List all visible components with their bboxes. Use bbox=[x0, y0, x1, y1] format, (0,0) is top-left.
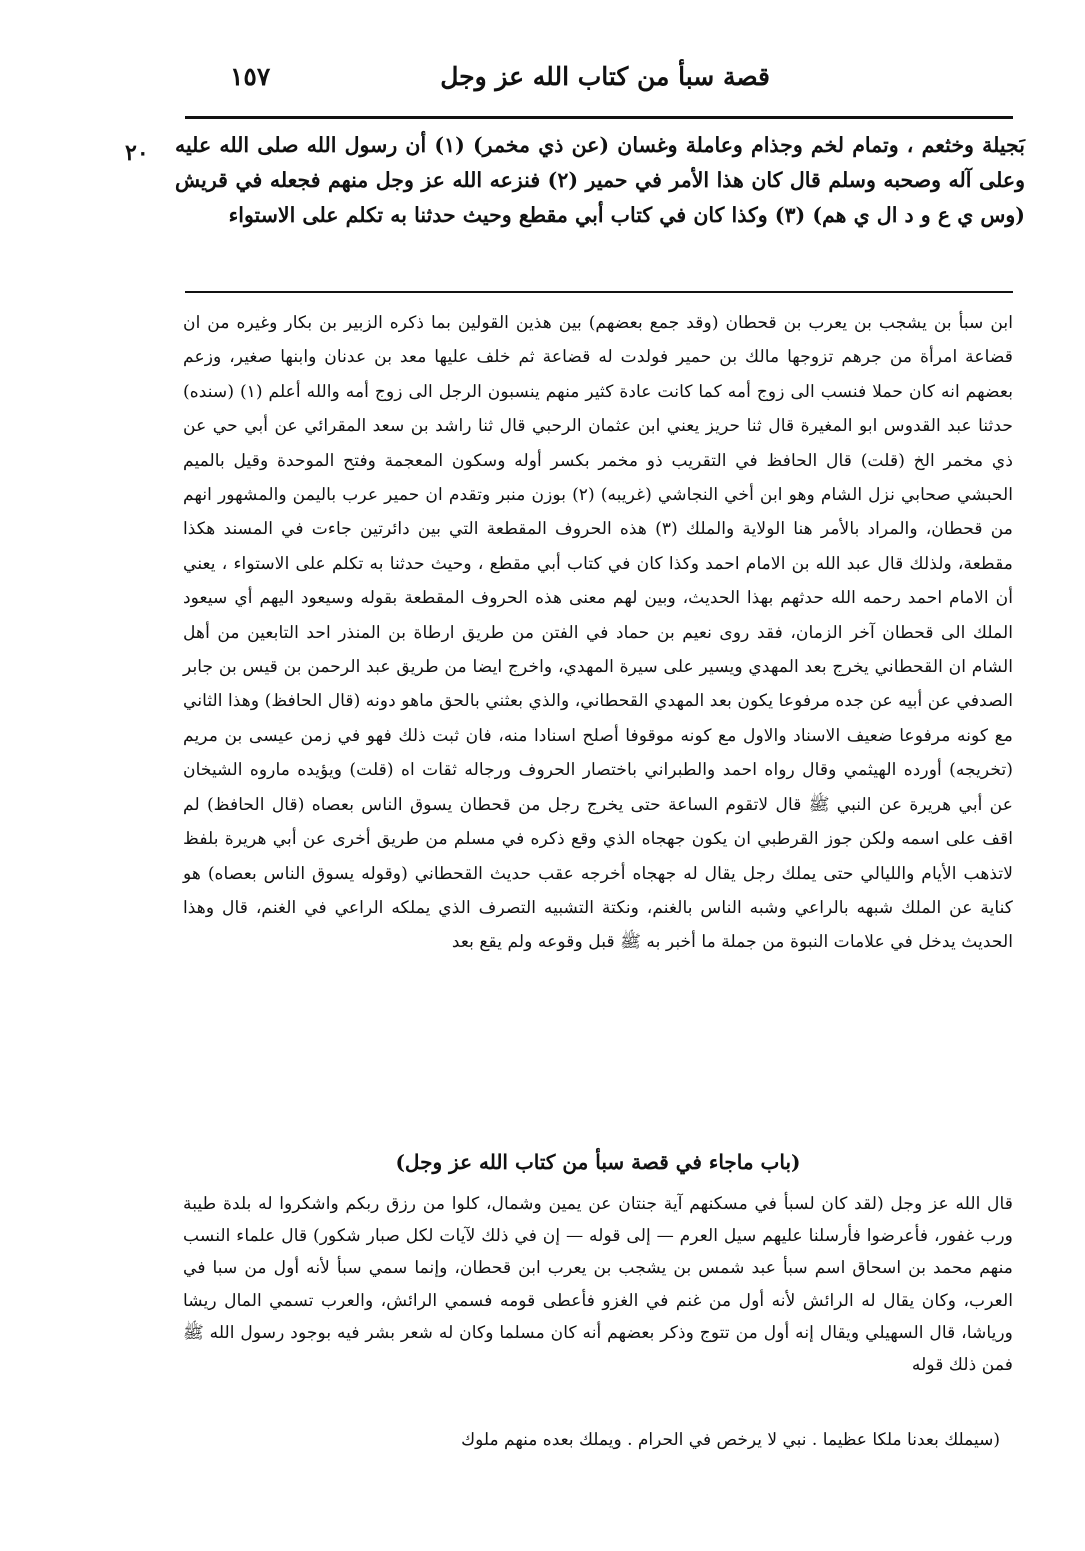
chapter-heading: (باب ماجاء في قصة سبأ من كتاب الله عز وجل) bbox=[395, 1150, 801, 1174]
poetry-verse: (سيملك بعدنا ملكا عظيما . نبي لا يرخص في الحرام . ويملك بعده منهم ملوك bbox=[461, 1430, 1000, 1450]
hadith-text bbox=[175, 128, 1025, 233]
hadith-paragraph: بَجيلة وخثعم ، وتمام لخم وجذام وعاملة وغسان (عن ذي مخمر) (١) أن رسول الله صلى الله عليه وعلى آله وصحبه وسلم قال كان هذا الأمر في حمير (٢) فنزعه الله عز وجل منهم فجعله في قريش (وس ي ع و د ال ي هم) (٣) وكذا كان في كتاب أبي مقطع وحيث حدثنا به تكلم على الاستواء bbox=[175, 133, 1025, 227]
page-number: ١٥٧ bbox=[230, 62, 271, 91]
header-rule bbox=[185, 116, 1013, 119]
chapter-paragraph: قال الله عز وجل (لقد كان لسبأ في مسكنهم آية جنتان عن يمين وشمال، كلوا من رزق ربكم واشكروا له بلدة طيبة ورب غفور، فأعرضوا فأرسلنا عليهم سيل العرم — إلى قوله — إن في ذلك لآيات لكل صبار شكور) قال علماء النسب منهم محمد بن اسحاق اسم سبأ عبد شمس بن يشجب بن يعرب ابن قحطان، وإنما سمي سبأ لأنه أول من سبا في العرب، وكان يقال له الرائش لأنه أول من غنم في الغزو فأعطى قومه فسمي الرائش، والعرب تسمي المال ريشا ورياشا، قال السهيلي ويقال إنه أول من تتوج وذكر بعضهم أنه كان مسلما وكان له شعر بشر فيه بوجود رسول الله ﷺ فمن ذلك قوله bbox=[183, 1194, 1013, 1376]
margin-line-number: ٢٠ bbox=[125, 140, 149, 166]
page-header bbox=[200, 62, 950, 102]
chapter-body bbox=[183, 1188, 1013, 1381]
commentary-section bbox=[183, 306, 1013, 960]
commentary-paragraph: ابن سبأ بن يشجب بن يعرب بن قحطان (وقد جمع بعضهم) بين هذين القولين بما ذكره الزبير بن بكار وغيره من ان قضاعة امرأة من جرهم تزوجها مالك بن حمير فولدت له قضاعة ثم خلف عليها معد بن عدنان وابنها صغير، وزعم بعضهم انه كان حملا فنسب الى زوج أمه كما كانت عادة كثير منهم ينسبون الرجل الى زوج أمه والله أعلم (١) (سنده) حدثنا عبد القدوس ابو المغيرة قال ثنا حريز يعني ابن عثمان الرحبي قال ثنا راشد بن سعد المقرائي عن أبي حي عن ذي مخمر الخ (قلت) قال الحافظ في التقريب ذو مخمر بكسر أوله وسكون المعجمة وفتح الموحدة وقيل بالميم الحبشي صحابي نزل الشام وهو ابن أخي النجاشي (غريبه) (٢) بوزن منبر وتقدم ان حمير عرب باليمن والمشهور انهم من قحطان، والمراد بالأمر هنا الولاية والملك (٣) هذه الحروف المقطعة التي بين دائرتين جاءت في المسند هكذا مقطعة، ولذلك قال عبد الله بن الامام احمد وكذا كان في كتاب أبي مقطع ، وحيث حدثنا به تكلم على الاستواء ، يعني أن الامام احمد رحمه الله حدثهم بهذا الحديث، وبين لهم معنى هذه الحروف المقطعة بقوله وسيعود اليهم أي سيعود الملك الى قحطان آخر الزمان، فقد روى نعيم بن حماد في الفتن من طريق ارطاة بن المنذر احد التابعين من أهل الشام ان القحطاني يخرج بعد المهدي ويسير على سيرة المهدي، واخرج ايضا من طريق عبد الرحمن بن قيس بن جابر الصدفي عن أبيه عن جده مرفوعا يكون بعد المهدي القحطاني، والذي بعثني بالحق ماهو دونه (قال الحافظ) وهذا الثاني مع كونه مرفوعا ضعيف الاسناد والاول مع كونه موقوفا أصلح اسنادا منه، فان ثبت ذلك فهو في زمن عيسى بن مريم (تخريجه) أورده الهيثمي وقال رواه احمد والطبراني باختصار الحروف ورجاله ثقات اه (قلت) ويؤيده ماروه الشيخان عن أبي هريرة عن النبي ﷺ قال لاتقوم الساعة حتى يخرج رجل من قحطان يسوق الناس بعصاه (قال الحافظ) لم اقف على اسمه ولكن جوز القرطبي ان يكون جهجاه الذي وقع ذكره في مسلم من طريق أخرى عن أبي هريرة بلفظ لاتذهب الأيام والليالي حتى يملك رجل يقال له جهجاه أخرجه عقب حديث القحطاني (وقوله يسوق الناس بعصاه) هو كناية عن الملك شبهه بالراعي وشبه الناس بالغنم، ونكتة التشبيه التصرف الذي يملكه الراعي في الغنم، قال وهذا الحديث يدخل في علامات النبوة من جملة ما أخبر به ﷺ قبل وقوعه ولم يقع بعد bbox=[183, 313, 1013, 953]
footnote-rule bbox=[185, 291, 1013, 293]
running-title: قصة سبأ من كتاب الله عز وجل bbox=[440, 62, 770, 91]
